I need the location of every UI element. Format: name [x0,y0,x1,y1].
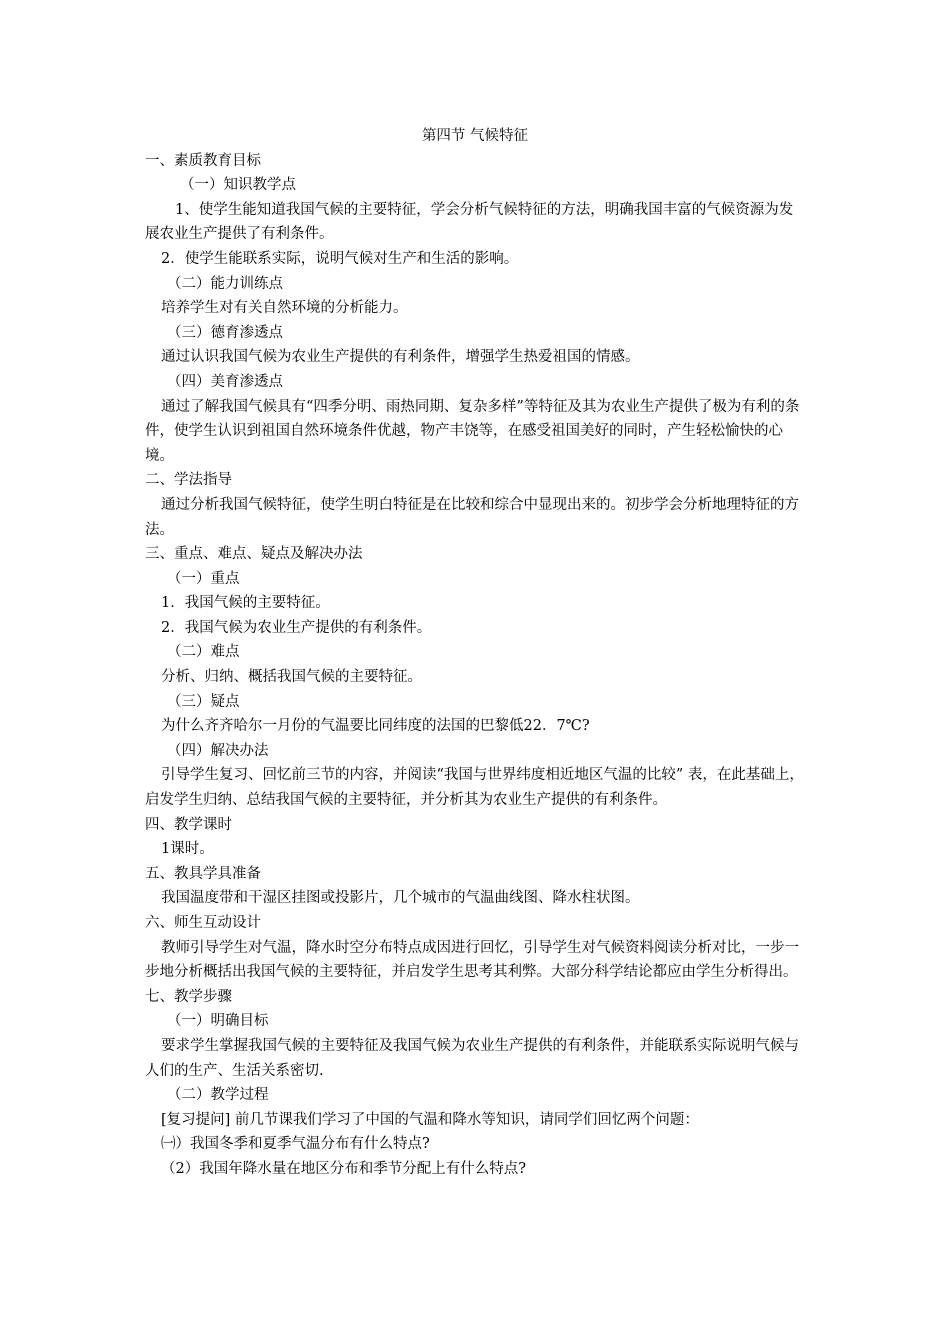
document-body [145,124,805,1182]
subsection-heading: （四）美育渗透点 [167,373,283,390]
subsection-heading: （四）解决办法 [167,742,269,759]
subsection-heading: （三）疑点 [167,693,240,710]
section-heading: 四、教学课时 [145,816,232,833]
paragraph: [复习提问] 前几节课我们学习了中国的气温和降水等知识，请同学们回忆两个问题： [161,1111,699,1128]
paragraph: 通过了解我国气候具有“四季分明、雨热同期、复杂多样”等特征及其为农业生产提供了极为有利的条件，使学生认识到祖国自然环境条件优越，物产丰饶等，在感受祖国美好的同时，产生轻松愉快的心境。 [145,398,800,464]
section-heading: 一、素质教育目标 [145,152,261,169]
document-title: 第四节 气候特征 [421,128,529,144]
section-heading: 五、教具学具准备 [145,865,261,882]
list-item: （2）我国年降水量在地区分布和季节分配上有什么特点? [161,1160,526,1177]
paragraph: 我国温度带和干湿区挂图或投影片，几个城市的气温曲线图、降水柱状图。 [161,890,640,907]
section-heading: 六、师生互动设计 [145,915,261,931]
subsection-heading: （二）难点 [167,644,240,661]
paragraph: 1、使学生能知道我国气候的主要特征，学会分析气候特征的方法，明确我国丰富的气候资源为发展农业生产提供了有利条件。 [145,201,794,243]
subsection-heading: （一）重点 [167,570,240,587]
section-heading: 七、教学步骤 [145,988,232,1005]
paragraph: 通过分析我国气候特征，使学生明白特征是在比较和综合中显现出来的。初步学会分析地理特征的方法。 [145,496,799,538]
subsection-heading: （一）明确目标 [167,1013,269,1030]
paragraph: 为什么齐齐哈尔一月份的气温要比同纬度的法国的巴黎低22．7℃? [161,718,590,735]
subsection-heading: （二）能力训练点 [167,275,283,292]
paragraph: 培养学生对有关自然环境的分析能力。 [161,300,408,317]
subsection-heading: （三）德育渗透点 [167,324,283,341]
paragraph: 2．使学生能联系实际，说明气候对生产和生活的影响。 [161,250,519,267]
section-heading: 二、学法指导 [145,472,232,489]
paragraph: 分析、归纳、概括我国气候的主要特征。 [161,669,422,686]
subsection-heading: （二）教学过程 [167,1087,269,1104]
section-heading: 三、重点、难点、疑点及解决办法 [145,546,363,563]
paragraph: 教师引导学生对气温，降水时空分布特点成因进行回忆，引导学生对气候资料阅读分析对比，一步一步地分析概括出我国气候的主要特征，并启发学生思考其利弊。大部分科学结论都应由学生分析得出。 [145,939,799,981]
subsection-heading: （一）知识教学点 [180,177,296,194]
list-item: ㈠）我国冬季和夏季气温分布有什么特点? [161,1136,430,1153]
paragraph: 通过认识我国气候为农业生产提供的有利条件，增强学生热爱祖国的情感。 [161,349,640,366]
paragraph: 要求学生掌握我国气候的主要特征及我国气候为农业生产提供的有利条件，并能联系实际说明气候与人们的生产、生活关系密切. [145,1037,799,1079]
paragraph: 引导学生复习、回忆前三节的内容，并阅读“我国与世界纬度相近地区气温的比较” 表，在此基础上，启发学生归纳、总结我国气候的主要特征，并分析其为农业生产提供的有利条件。 [145,767,804,809]
paragraph: 1课时。 [161,841,214,858]
list-item: 1．我国气候的主要特征。 [161,595,330,612]
list-item: 2．我国气候为农业生产提供的有利条件。 [161,619,432,636]
